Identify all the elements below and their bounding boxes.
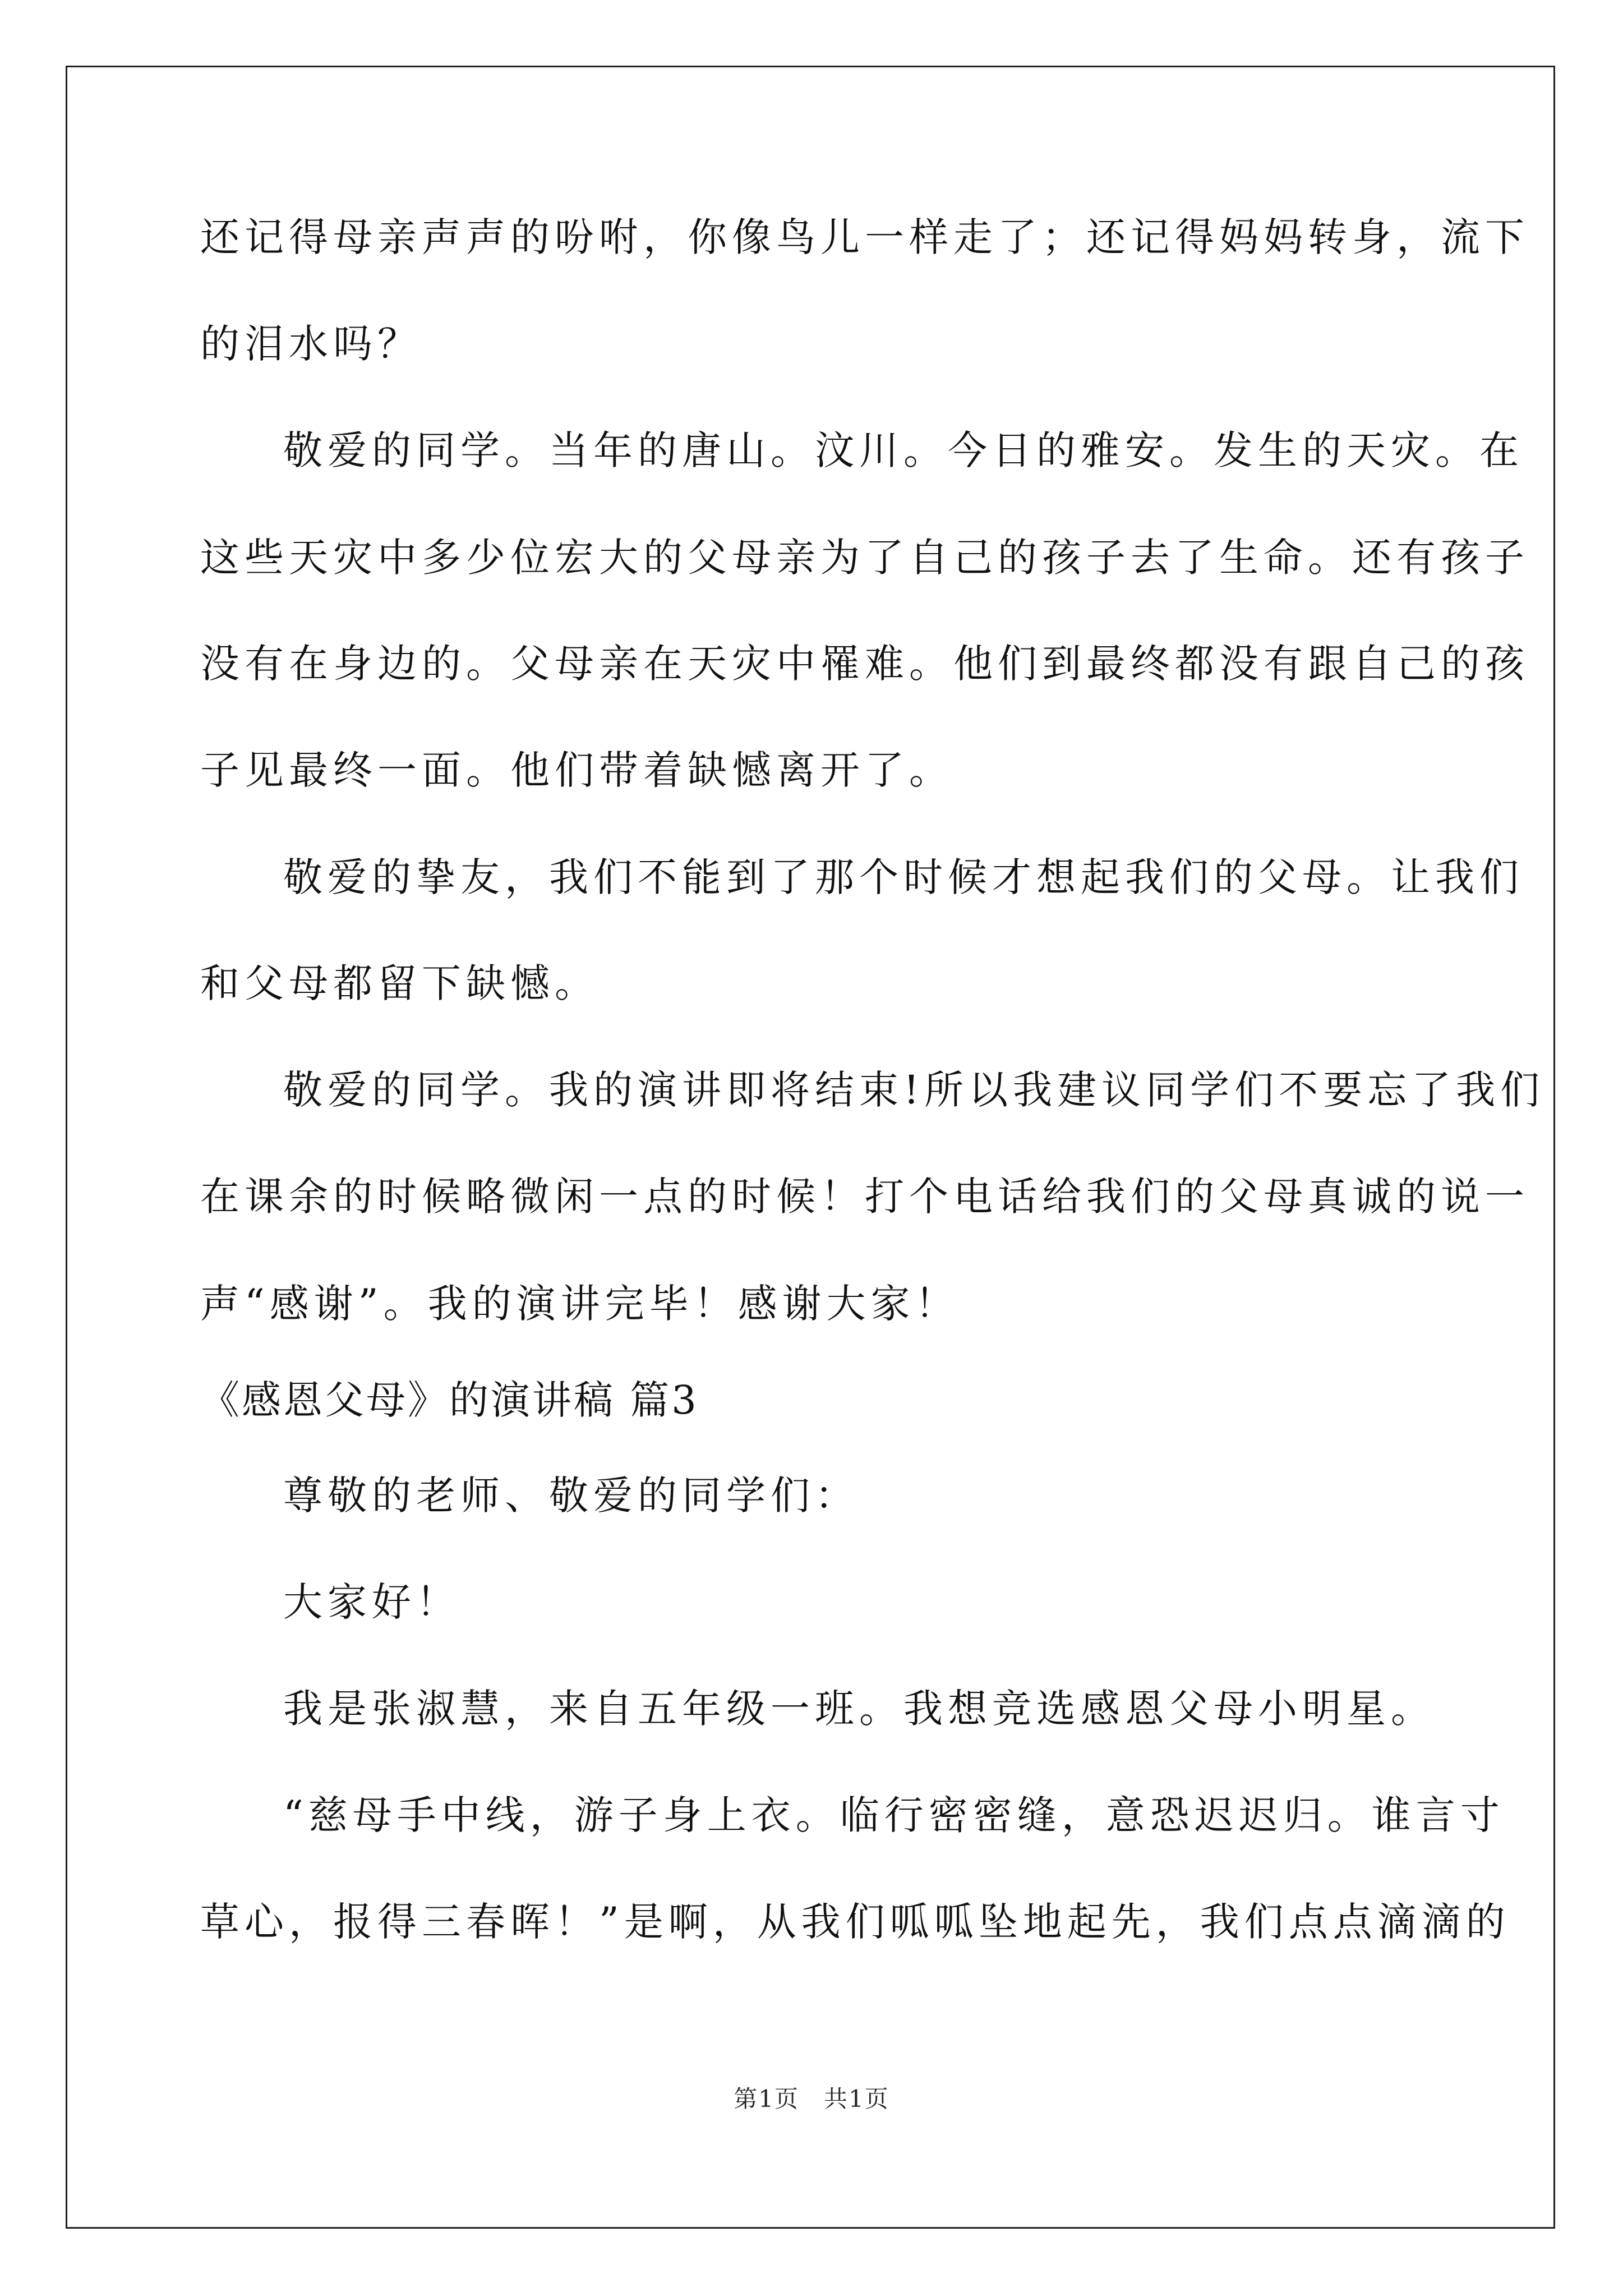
paragraph-start-line: 敬爱的同学。当年的唐山。汶川。今日的雅安。发生的天灾。在	[283, 427, 1524, 473]
text-line: 这些天灾中多少位宏大的父母亲为了自己的孩子去了生命。还有孩子	[200, 535, 1529, 581]
paragraph-start-line: 敬爱的同学。我的演讲即将结束!所以我建议同学们不要忘了我们	[283, 1067, 1545, 1113]
paragraph-start-line: “慈母手中线，游子身上衣。临行密密缝，意恐迟迟归。谁言寸	[283, 1792, 1505, 1838]
page-number-footer: 第1页 共1页	[734, 2085, 889, 2113]
text-line: 没有在身边的。父母亲在天灾中罹难。他们到最终都没有跟自己的孩	[200, 641, 1529, 687]
text-line: 声“感谢”。我的演讲完毕！感谢大家！	[200, 1281, 960, 1327]
salutation-line: 尊敬的老师、敬爱的同学们：	[283, 1473, 859, 1519]
paragraph-start-line: 敬爱的挚友，我们不能到了那个时候才想起我们的父母。让我们	[283, 854, 1524, 900]
text-line: 和父母都留下缺憾。	[200, 960, 599, 1006]
text-line: 在课余的时候略微闲一点的时候！打个电话给我们的父母真诚的说一	[200, 1174, 1529, 1220]
text-line: 还记得母亲声声的吩咐，你像鸟儿一样走了；还记得妈妈转身，流下	[200, 214, 1529, 260]
text-line: 草心，报得三春晖！”是啊，从我们呱呱坠地起先，我们点点滴滴的	[200, 1899, 1510, 1945]
greeting-line: 大家好！	[283, 1579, 460, 1625]
paragraph-start-line: 我是张淑慧，来自五年级一班。我想竞选感恩父母小明星。	[283, 1686, 1435, 1732]
text-line: 的泪水吗？	[200, 321, 422, 367]
section-heading: 《感恩父母》的演讲稿 篇3	[200, 1377, 699, 1423]
text-line: 子见最终一面。他们带着缺憾离开了。	[200, 747, 953, 793]
